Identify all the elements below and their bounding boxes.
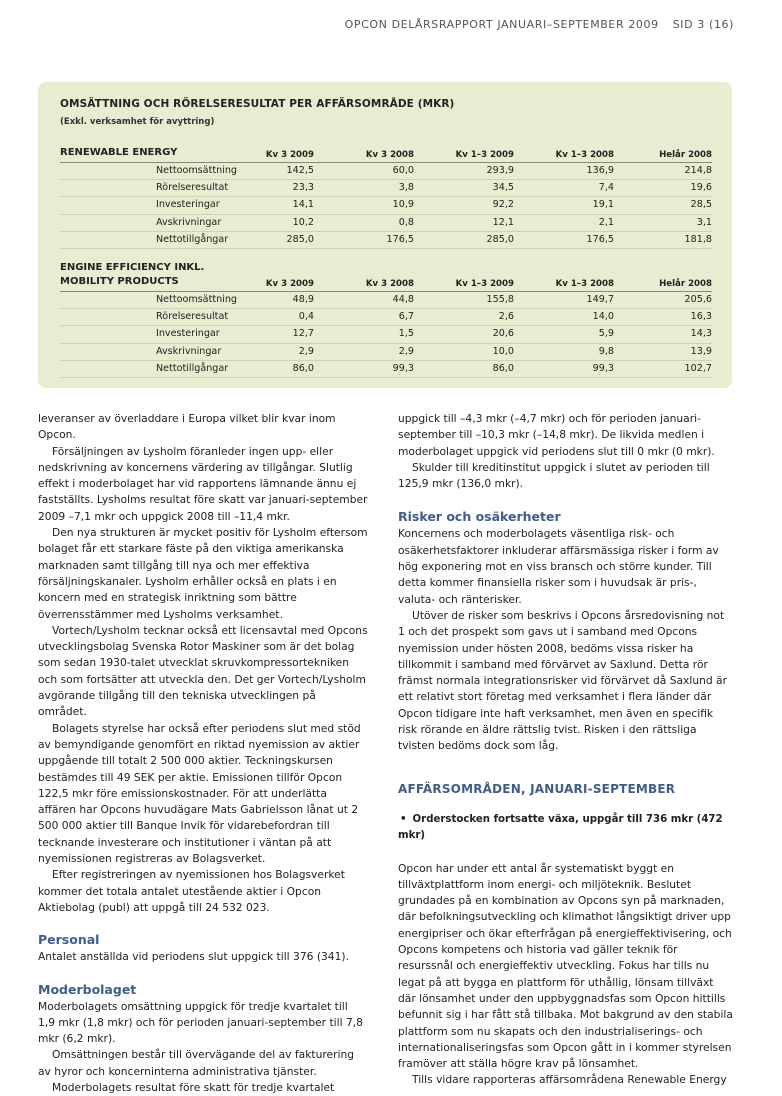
cell: 176,5 <box>386 233 414 245</box>
cell: 92,2 <box>492 199 514 211</box>
cell: 16,3 <box>690 311 712 323</box>
bullet-text: Orderstocken fortsatte växa, uppgår till 736 mkr (472 mkr) <box>398 813 723 842</box>
cell: 48,9 <box>292 294 314 305</box>
row-label: Avskrivningar <box>156 216 222 228</box>
cell: 60,0 <box>392 165 414 176</box>
cell: 13,9 <box>690 345 712 357</box>
segment-header <box>60 146 712 163</box>
column-header: Kv 3 2008 <box>365 150 414 160</box>
paragraph: Skulder till kreditinstitut uppgick i slutet av perioden till 125,9 mkr (136,0 mkr). <box>398 460 710 491</box>
cell: 44,8 <box>392 294 414 305</box>
segment-engine-efficiency <box>60 260 712 378</box>
table-row <box>60 361 712 378</box>
row-label: Investeringar <box>156 328 220 340</box>
cell: 5,9 <box>598 328 614 340</box>
segment-renewable-energy <box>60 146 712 249</box>
cell: 285,0 <box>286 233 314 245</box>
paragraph: Utöver de risker som beskrivs i Opcons årsredovisning not 1 och det prospekt som gavs ut i samband med Opcons nyemission under hösten 2008, bedöms vissa risker ha tillkommit i samband med förvärvet av Saxlund. Detta rör främst normala integrationsrisker vid förvärvet då Saxlund är ett relativt stort företag med verksamhet i flera länder där Opcon tidigare inte haft verksamhet, men även en specifik risk rörande en äldre rättslig tvist. Risken i den rättsliga tvisten bedöms dock som låg. <box>398 608 728 753</box>
page-number: SID 3 (16) <box>672 18 734 31</box>
paragraph: Moderbolagets resultat före skatt för tredje kvartalet <box>52 1080 335 1094</box>
table-row <box>60 197 712 214</box>
column-header: Kv 1–3 2008 <box>555 150 614 160</box>
cell: 86,0 <box>492 362 514 374</box>
cell: 10,0 <box>492 345 514 357</box>
table-row <box>60 232 712 249</box>
bullet-item <box>398 812 734 845</box>
cell: 2,9 <box>398 345 414 357</box>
paragraph: Koncernens och moderbolagets väsentliga risk- och osäkerhetsfaktorer inkluderar affärsmässiga risker i form av hög exponering mot en viss bransch och större kunder. Till detta kommer finansiella risker som i huvudsak är pris-, valuta- och ränterisker. <box>398 527 719 606</box>
column-header: Kv 3 2009 <box>265 150 314 160</box>
cell: 2,1 <box>598 216 614 228</box>
paragraph: Antalet anställda vid periodens slut uppgick till 376 (341). <box>38 950 349 964</box>
paragraph: leveranser av överladdare i Europa vilket blir kvar inom Opcon. <box>38 412 336 442</box>
column-header: Kv 1–3 2009 <box>455 150 514 160</box>
cell: 28,5 <box>690 199 712 211</box>
segment-name: MOBILITY PRODUCTS <box>60 276 179 287</box>
cell: 7,4 <box>598 182 614 194</box>
table-title: OMSÄTTNING OCH RÖRELSERESULTAT PER AFFÄRSOMRÅDE (MKR) <box>60 98 455 110</box>
cell: 34,5 <box>492 182 514 194</box>
cell: 205,6 <box>684 294 712 305</box>
row-label: Rörelseresultat <box>156 311 229 323</box>
cell: 136,9 <box>586 165 614 176</box>
cell: 1,5 <box>398 328 414 340</box>
cell: 86,0 <box>292 362 314 374</box>
paragraph: Moderbolagets omsättning uppgick för tredje kvartalet till 1,9 mkr (1,8 mkr) och för perioden januari-september till 7,8 mkr (6,2 mkr). <box>38 999 363 1046</box>
segment-name-line1: ENGINE EFFICIENCY INKL. <box>60 262 205 273</box>
cell: 0,4 <box>298 311 314 323</box>
row-label: Nettotillgångar <box>156 233 229 245</box>
cell: 12,7 <box>292 328 314 340</box>
section-heading-affarsomraden: AFFÄRSOMRÅDEN, JANUARI-SEPTEMBER <box>398 781 676 796</box>
cell: 12,1 <box>492 216 514 228</box>
column-header: Kv 3 2008 <box>365 279 414 289</box>
section-heading-personal: Personal <box>38 932 100 948</box>
row-label: Nettoomsättning <box>156 294 238 305</box>
table-row <box>60 180 712 197</box>
cell: 285,0 <box>486 233 514 245</box>
cell: 23,3 <box>292 182 314 194</box>
cell: 10,9 <box>392 199 414 211</box>
cell: 14,3 <box>690 328 712 340</box>
cell: 20,6 <box>492 328 514 340</box>
row-label: Nettoomsättning <box>156 165 238 176</box>
paragraph: Efter registreringen av nyemissionen hos Bolagsverket kommer det totala antalet utestående aktier i Opcon Aktiebolag (publ) att uppgå till 24 532 023. <box>38 868 345 914</box>
column-header: Helår 2008 <box>659 150 712 160</box>
cell: 19,1 <box>592 199 614 211</box>
cell: 14,0 <box>592 311 614 323</box>
cell: 293,9 <box>486 165 514 176</box>
cell: 149,7 <box>586 294 614 305</box>
cell: 2,6 <box>498 311 514 323</box>
table-row <box>60 163 712 180</box>
cell: 102,7 <box>684 362 712 374</box>
cell: 176,5 <box>586 233 614 245</box>
paragraph: Omsättningen består till övervägande del av fakturering av hyror och koncerninterna administrativa tjänster. <box>38 1048 355 1078</box>
segment-table-box <box>38 82 732 388</box>
section-heading-risker: Risker och osäkerheter <box>398 509 561 525</box>
page-header <box>345 18 734 31</box>
cell: 9,8 <box>598 345 614 357</box>
section-heading-moderbolaget: Moderbolaget <box>38 981 137 997</box>
left-text-column <box>38 411 368 1096</box>
cell: 99,3 <box>592 362 614 374</box>
bullet-icon: • <box>400 813 407 825</box>
table-subtitle: (Exkl. verksamhet för avyttring) <box>60 117 215 127</box>
cell: 155,8 <box>486 294 514 305</box>
paragraph: uppgick till –4,3 mkr (–4,7 mkr) och för perioden januari-september till –10,3 mkr (–14,8 mkr). De likvida medlen i moderbolaget uppgick vid periodens slut till 0 mkr (0 mkr). <box>398 412 715 458</box>
report-title: OPCON DELÅRSRAPPORT JANUARI–SEPTEMBER 2009 <box>344 18 659 31</box>
cell: 10,2 <box>292 216 314 228</box>
row-label: Avskrivningar <box>156 345 222 357</box>
cell: 3,8 <box>398 182 414 194</box>
cell: 99,3 <box>392 362 414 374</box>
table-row <box>60 344 712 361</box>
paragraph: Bolagets styrelse har också efter periodens slut med stöd av bemyndigande genomfört en riktad nyemission av aktier uppgående till totalt 2 500 000 aktier. Teckningskursen bestämdes till 49 SEK per aktie. Emissionen tillför Opcon 122,5 mkr före emissionskostnader. För att underlätta affären har Opcons huvudägare Mats Gabrielsson lånat ut 2 500 000 aktier till Banque Invik för vidarebefordran till tecknande investerare och institutioner i väntan på att nyemissionen registreras av Bolagsverket. <box>38 721 361 866</box>
cell: 14,1 <box>292 199 314 211</box>
column-header: Kv 1–3 2008 <box>555 279 614 289</box>
column-header: Kv 3 2009 <box>265 279 314 289</box>
cell: 142,5 <box>286 165 314 176</box>
paragraph: Tills vidare rapporteras affärsområdena Renewable Energy <box>412 1073 727 1087</box>
column-header: Kv 1–3 2009 <box>455 279 514 289</box>
paragraph: Den nya strukturen är mycket positiv för Lysholm eftersom bolaget får ett starkare fäste på den viktiga amerikanska marknaden samt tillgång till nya och mer effektiva försäljningskanaler. Lysholm erhåller också en plats i en koncern med en strategisk inriktning som bättre överrensstämmer med Lysholms verksamhet. <box>38 526 368 621</box>
cell: 2,9 <box>298 345 314 357</box>
row-label: Rörelseresultat <box>156 182 229 194</box>
right-text-column <box>398 411 734 1089</box>
cell: 3,1 <box>696 216 712 228</box>
paragraph: Försäljningen av Lysholm föranleder ingen upp- eller nedskrivning av koncernens värdering av tillgångar. Slutlig effekt i moderbolaget har vid rapportens lämnande ännu ej fastställts. Lysholms resultat före skatt var januari-september 2009 –7,1 mkr och uppgick 2008 till –11,4 mkr. <box>38 444 368 523</box>
cell: 19,6 <box>690 182 712 194</box>
table-row <box>60 215 712 232</box>
table-row <box>60 309 712 326</box>
column-header: Helår 2008 <box>659 279 712 289</box>
segment-name: RENEWABLE ENERGY <box>60 147 178 158</box>
cell: 214,8 <box>684 165 712 176</box>
paragraph: Opcon har under ett antal år systematiskt byggt en tillväxtplattform inom energi- och miljöteknik. Beslutet grundades på en kombination av Opcons syn på marknaden, där befolkningsutveckling och klimathot långsiktigt driver upp energipriser och ökar efterfrågan på energieffektivisering, och Opcons kompetens och historia vad gäller teknik för resurssnål och energieffektiv utveckling. Fokus har tills nu legat på att bygga en plattform för uthållig, lönsam tillväxt där lönsamhet under den uppbyggnadsfas som Opcon hittills befunnit sig i har fått stå tillbaka. Mot bakgrund av den stabila plattform som nu skapats och den industrialiserings- och internationaliseringsfas som Opcon gått in i kommer styrelsen framöver att ställa högre krav på lönsamhet. <box>398 861 733 1071</box>
cell: 0,8 <box>398 216 414 228</box>
cell: 6,7 <box>398 311 414 323</box>
row-label: Investeringar <box>156 199 220 211</box>
table-row <box>60 326 712 343</box>
row-label: Nettotillgångar <box>156 362 229 374</box>
paragraph: Vortech/Lysholm tecknar också ett licensavtal med Opcons utvecklingsbolag Svenska Rotor Maskiner som är det bolag som sedan 1930-talet utvecklat skruvkompressortekniken och som fortsätter att utveckla den. Det ger Vortech/Lysholm avgörande tillgång till den tekniska utvecklingen på området. <box>38 623 368 719</box>
cell: 181,8 <box>684 233 712 245</box>
table-row <box>60 292 712 309</box>
segment-header <box>60 275 712 292</box>
